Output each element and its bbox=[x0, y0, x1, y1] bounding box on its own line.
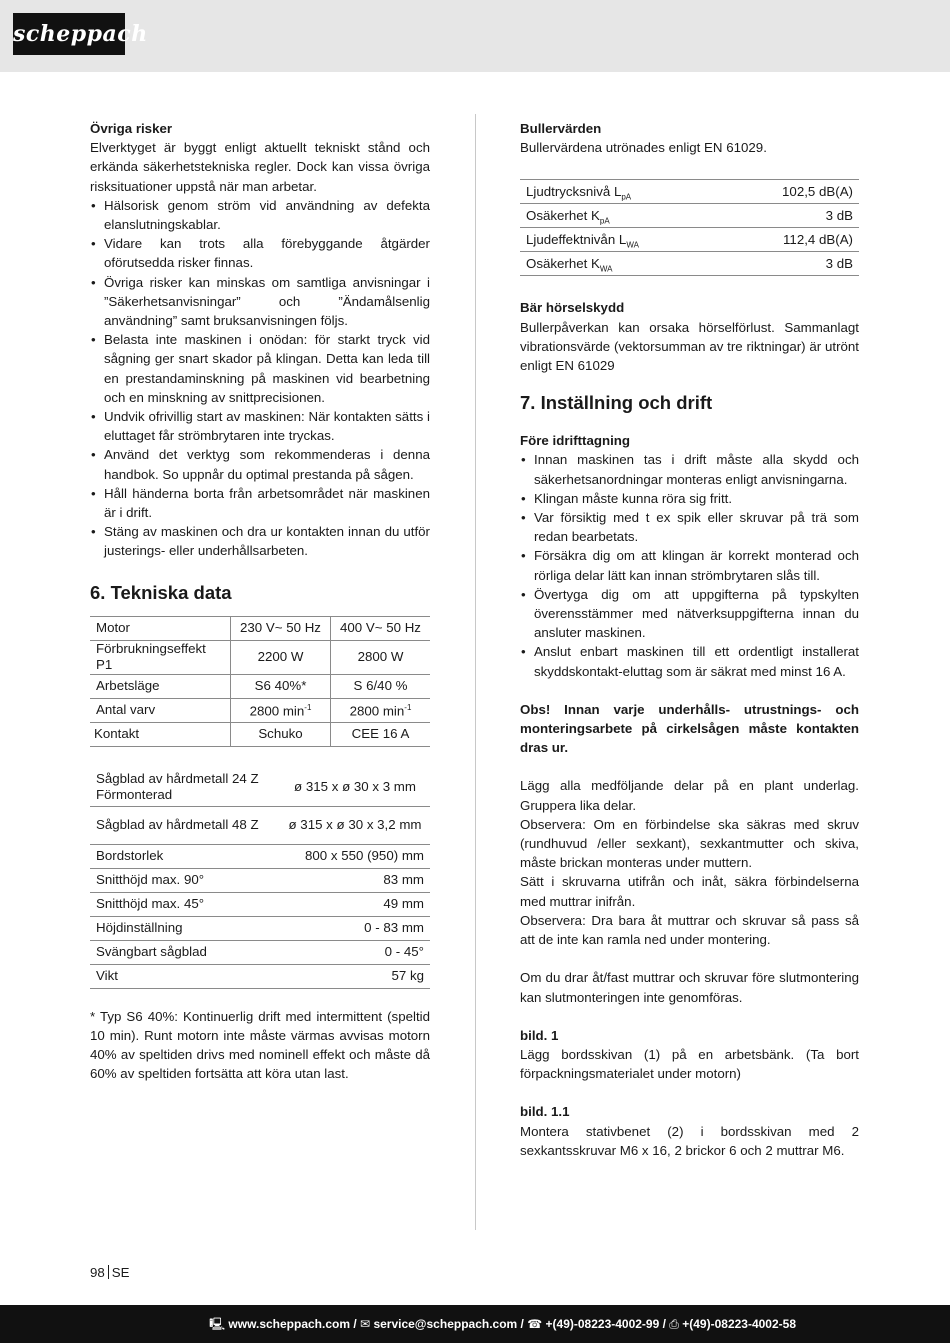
table-cell: Sågblad av hårdmetall 48 Z bbox=[90, 806, 280, 844]
table-cell: Antal varv bbox=[90, 698, 231, 722]
rpm-exponent: -1 bbox=[304, 703, 312, 713]
table-row bbox=[90, 806, 430, 844]
table-cell: Sågblad av hårdmetall 24 Z Förmonterad bbox=[90, 769, 280, 807]
table-cell bbox=[231, 698, 331, 722]
table-cell: 800 x 550 (950) mm bbox=[280, 844, 430, 868]
list-item: • Var försiktig med t ex spik eller skruvar på trä som redan bearbetats. bbox=[520, 508, 859, 546]
table-row bbox=[90, 698, 430, 722]
footnote: * Typ S6 40%: Kontinuerlig drift med intermittent (speltid 10 min). Runt motorn inte måste värmas avvisas motorn 40% av speltiden drivs med nominell effekt och måste då 60% av speltiden fortsätta att köra utan last. bbox=[90, 1008, 430, 1082]
noise-heading: Bullervärden bbox=[520, 121, 602, 136]
table-cell: Förbrukningseffekt P1 bbox=[90, 640, 231, 674]
table-row bbox=[90, 722, 430, 746]
assembly-text-3: Sätt i skruvarna utifrån och inåt, säkra förbindelserna med muttrar inifrån. bbox=[520, 874, 859, 909]
table-cell: Snitthöjd max. 45° bbox=[90, 892, 280, 916]
envelope-icon: ✉ bbox=[360, 1317, 371, 1331]
table-cell: Motor bbox=[90, 616, 231, 640]
table-cell: Bordstorlek bbox=[90, 844, 280, 868]
footer-fax: +(49)-08223-4002-58 bbox=[682, 1317, 796, 1331]
list-item: • Övriga risker kan minskas om samtliga anvisningar i ”Säkerhetsanvisningar” och ”Ändamålsenlig användning” samt bruksanvisningen följs. bbox=[90, 273, 430, 331]
table-cell bbox=[520, 252, 724, 276]
list-item: • Håll händerna borta från arbetsområdet när maskinen är i drift. bbox=[90, 484, 430, 522]
noise-subscript: WA bbox=[599, 264, 613, 274]
table-row bbox=[90, 769, 430, 807]
setup-heading: 7. Inställning och drift bbox=[520, 392, 713, 414]
table-cell: 2800 W bbox=[331, 640, 431, 674]
table-cell: 230 V~ 50 Hz bbox=[231, 616, 331, 640]
assembly-text-4: Observera: Dra bara åt muttrar och skruvar så pass så att de inte kan ramla ned under montering. bbox=[520, 912, 859, 948]
rpm-value: 2800 min bbox=[249, 703, 305, 719]
table-cell: Svängbart sågblad bbox=[90, 940, 280, 964]
table-row bbox=[90, 892, 430, 916]
risks-list bbox=[90, 196, 430, 561]
list-item: • Vidare kan trots alla förebyggande åtgärder oförutsedda risker finnas. bbox=[90, 234, 430, 272]
tech-table-blade bbox=[90, 769, 430, 989]
table-cell: 3 dB bbox=[724, 252, 859, 276]
risks-heading: Övriga risker bbox=[90, 121, 173, 136]
footer-website: www.scheppach.com / bbox=[228, 1317, 357, 1331]
list-item: • Använd det verktyg som rekommenderas i denna handbok. So uppnår du optimal prestanda på sågen. bbox=[90, 445, 430, 483]
table-cell: 0 - 83 mm bbox=[280, 916, 430, 940]
table-cell: CEE 16 A bbox=[331, 722, 431, 746]
tech-data-heading: 6. Tekniska data bbox=[90, 581, 232, 603]
figure-1-1-text: Montera stativbenet (2) i bordsskivan med 2 sexkantsskruvar M6 x 16, 2 brickor 6 och 2 muttrar M6. bbox=[520, 1123, 859, 1158]
table-row bbox=[90, 964, 430, 988]
table-cell: Vikt bbox=[90, 964, 280, 988]
table-row bbox=[90, 940, 430, 964]
table-cell bbox=[520, 180, 724, 204]
rpm-value: 2800 min bbox=[349, 703, 405, 719]
noise-subscript: WA bbox=[626, 240, 639, 250]
table-row bbox=[520, 204, 859, 228]
table-cell: 0 - 45° bbox=[280, 940, 430, 964]
list-item: • Stäng av maskinen och dra ur kontakten innan du utför justerings- eller underhållsarbeten. bbox=[90, 522, 430, 560]
table-cell: 3 dB bbox=[724, 204, 859, 228]
table-cell: 83 mm bbox=[280, 868, 430, 892]
table-row bbox=[90, 674, 430, 698]
ear-protection-heading: Bär hörselskydd bbox=[520, 300, 625, 316]
table-cell: ø 315 x ø 30 x 3 mm bbox=[280, 769, 430, 807]
noise-intro: Bullervärdena utrönades enligt EN 61029. bbox=[520, 140, 767, 156]
table-cell bbox=[520, 228, 724, 252]
page-number-separator bbox=[108, 1265, 109, 1279]
left-column bbox=[90, 119, 430, 1083]
table-row bbox=[90, 844, 430, 868]
table-cell: 102,5 dB(A) bbox=[724, 180, 859, 204]
footer-phone: +(49)-08223-4002-99 / bbox=[545, 1317, 666, 1331]
table-cell bbox=[331, 698, 431, 722]
table-cell: ø 315 x ø 30 x 3,2 mm bbox=[280, 806, 430, 844]
footer-email: service@scheppach.com / bbox=[373, 1317, 524, 1331]
figure-1-text: Lägg bordsskivan (1) på en arbetsbänk. (Ta bort förpackningsmaterialet under motorn) bbox=[520, 1046, 859, 1082]
assembly-text-1: Lägg alla medföljande delar på en plant underlag. Gruppera lika delar. bbox=[520, 778, 859, 813]
table-cell: Kontakt bbox=[90, 722, 231, 746]
noise-subscript: pA bbox=[599, 216, 610, 226]
scheppach-logo: scheppach bbox=[13, 13, 125, 55]
noise-label: Osäkerhet K bbox=[526, 207, 600, 223]
page-number bbox=[90, 1265, 130, 1281]
table-cell: Arbetsläge bbox=[90, 674, 231, 698]
table-cell: Snitthöjd max. 90° bbox=[90, 868, 280, 892]
page-language: SE bbox=[111, 1265, 130, 1280]
header-bar bbox=[0, 0, 950, 72]
ear-protection-text: Bullerpåverkan kan orsaka hörselförlust. Sammanlagt vibrationsvärde (vektorsumman av tre riktningar) är utrönt enligt EN 61029 bbox=[520, 319, 859, 374]
table-cell: 400 V~ 50 Hz bbox=[331, 616, 431, 640]
table-row bbox=[90, 640, 430, 674]
table-row bbox=[90, 616, 430, 640]
phone-icon: ☎ bbox=[527, 1317, 543, 1331]
noise-label: Ljudeffektnivån L bbox=[526, 231, 627, 247]
before-operation-heading: Före idrifttagning bbox=[520, 433, 631, 449]
risks-intro: Elverktyget är byggt enligt aktuellt tekniskt stånd och erkända säkerhetstekniska regler. Dock kan vissa övriga risksituationer uppstå när man arbetar. bbox=[90, 140, 430, 194]
assembly-text-2: Observera: Om en förbindelse ska säkras med skruv (rundhuvud /eller sexkant), sexkantmutter och skiva, måste brickan monteras under muttern. bbox=[520, 816, 859, 871]
list-item: • Hälsorisk genom ström vid användning av defekta elanslutningskablar. bbox=[90, 196, 430, 234]
list-item: • Övertyga dig om att uppgifterna på typskylten överensstämmer med nätverksuppgifterna innan du ansluter maskinen. bbox=[520, 585, 859, 643]
table-cell: 57 kg bbox=[280, 964, 430, 988]
table-row bbox=[520, 252, 859, 276]
right-column bbox=[520, 119, 859, 1160]
noise-subscript: pA bbox=[621, 192, 632, 202]
rpm-exponent: -1 bbox=[404, 703, 412, 713]
noise-table bbox=[520, 179, 859, 276]
table-cell: S 6/40 % bbox=[331, 674, 431, 698]
list-item: • Klingan måste kunna röra sig fritt. bbox=[520, 489, 859, 508]
tech-table-motor bbox=[90, 616, 430, 747]
table-cell: Höjdinställning bbox=[90, 916, 280, 940]
noise-label: Osäkerhet K bbox=[526, 255, 600, 271]
list-item: • Undvik ofrivillig start av maskinen: När kontakten sätts i eluttaget får strömbrytaren inte tryckas. bbox=[90, 407, 430, 445]
table-cell: 112,4 dB(A) bbox=[724, 228, 859, 252]
before-operation-list bbox=[520, 450, 859, 680]
noise-label: Ljudtrycksnivå L bbox=[526, 183, 622, 199]
table-row bbox=[520, 180, 859, 204]
figure-1-heading: bild. 1 bbox=[520, 1027, 559, 1043]
table-cell: S6 40%* bbox=[231, 674, 331, 698]
table-row bbox=[90, 868, 430, 892]
table-row bbox=[520, 228, 859, 252]
list-item: • Innan maskinen tas i drift måste alla skydd och säkerhetsanordningar monteras enligt anvisningarna. bbox=[520, 450, 859, 488]
list-item: • Belasta inte maskinen i onödan: för starkt tryck vid sågning ger snart skador på klingan. Detta kan leda till en prestandaminskning på maskinen vid bearbetning och en minskning av snittprecisionen. bbox=[90, 330, 430, 407]
table-cell: 49 mm bbox=[280, 892, 430, 916]
column-divider bbox=[475, 114, 476, 1230]
computer-icon: 🖳 bbox=[209, 1317, 226, 1331]
assembly-text-5: Om du drar åt/fast muttrar och skruvar före slutmontering kan slutmonteringen inte genomföras. bbox=[520, 970, 859, 1005]
warning-text: Obs! Innan varje underhålls- utrustnings- och monteringsarbete på cirkelsågen måste kontakten dras ur. bbox=[520, 701, 859, 756]
table-cell bbox=[520, 204, 724, 228]
list-item: • Anslut enbart maskinen till ett ordentligt installerat skyddskontakt-eluttag som är säkrat med minst 16 A. bbox=[520, 642, 859, 680]
table-row bbox=[90, 916, 430, 940]
table-cell: Schuko bbox=[231, 722, 331, 746]
figure-1-1-heading: bild. 1.1 bbox=[520, 1104, 570, 1120]
table-cell: 2200 W bbox=[231, 640, 331, 674]
fax-icon: ⎙ bbox=[669, 1317, 679, 1331]
footer-bar bbox=[0, 1305, 950, 1343]
page-number-value: 98 bbox=[90, 1265, 105, 1280]
list-item: • Försäkra dig om att klingan är korrekt monterad och rörliga delar lätt kan innan strömbrytaren slås till. bbox=[520, 546, 859, 584]
